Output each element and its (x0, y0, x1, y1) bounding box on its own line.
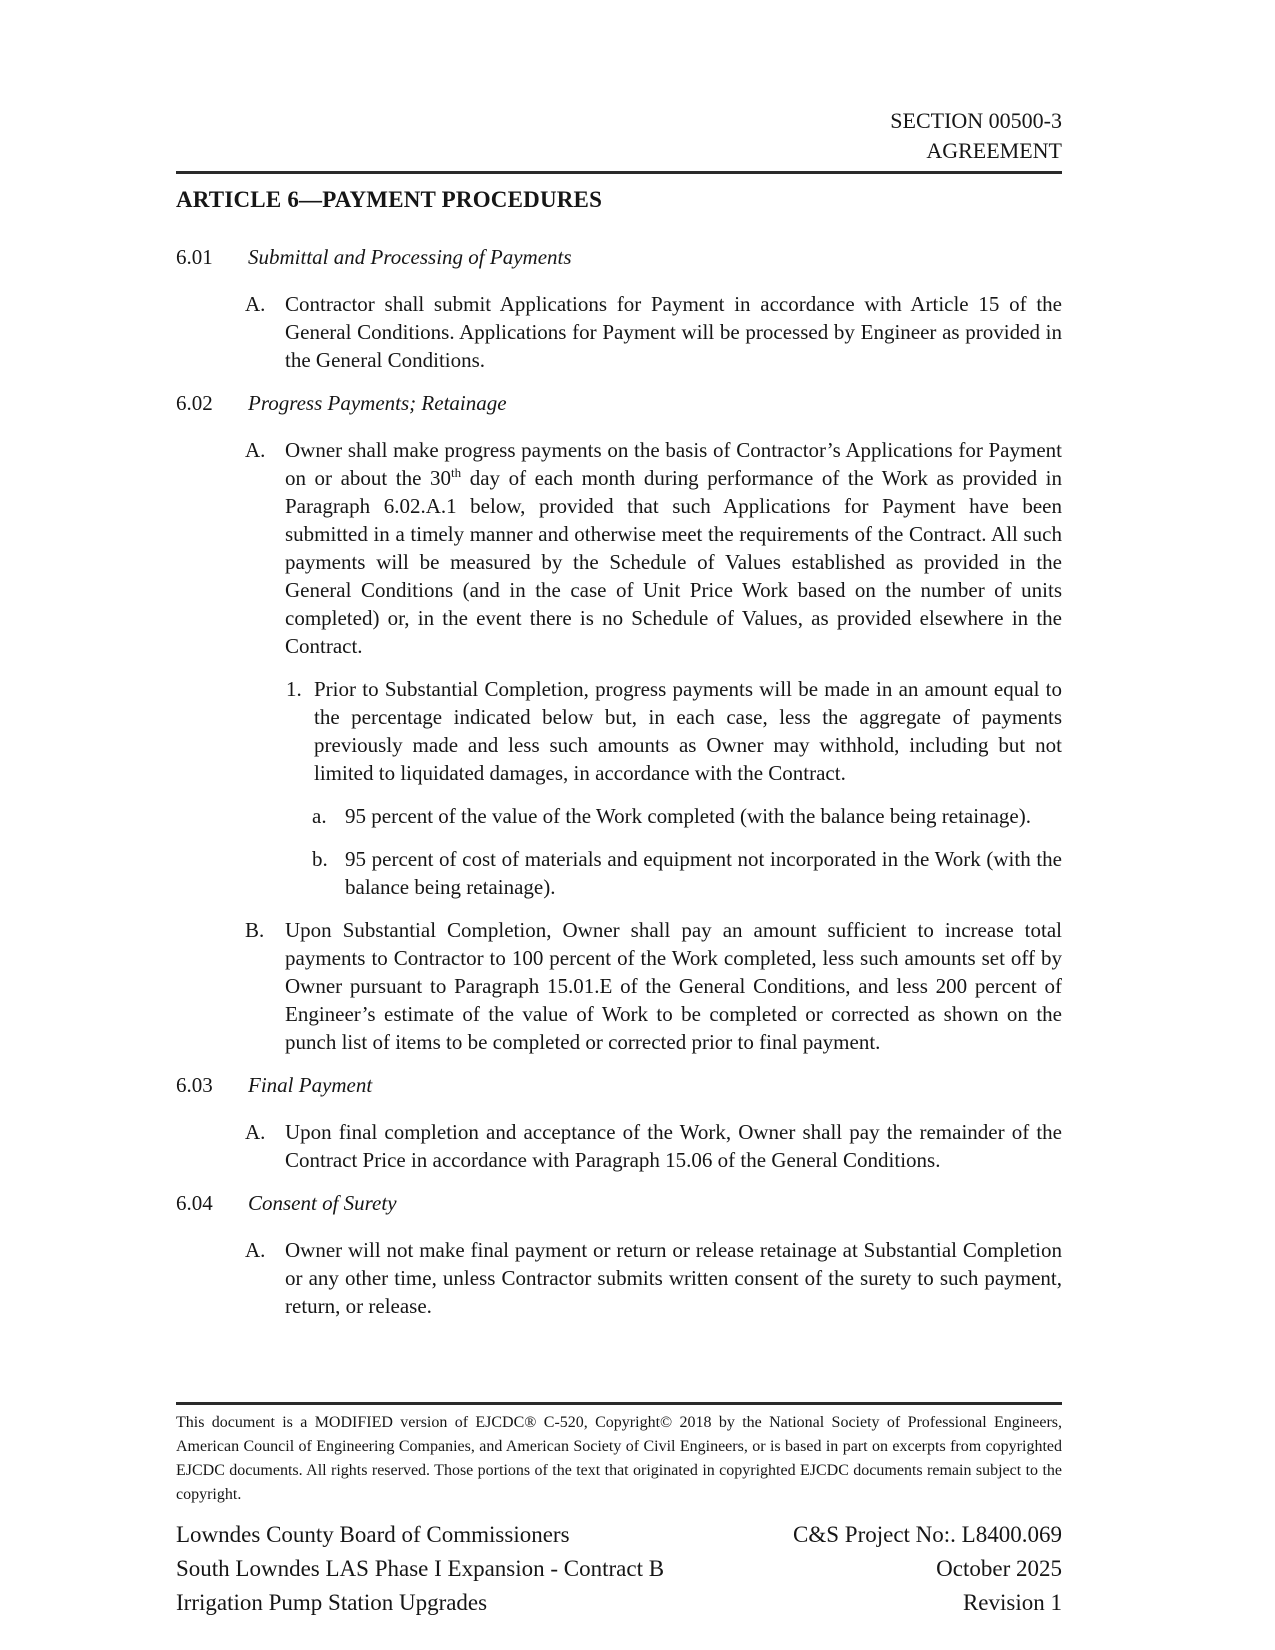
paragraph-text: 95 percent of the value of the Work completed (with the balance being retainage). (345, 804, 1031, 828)
footer-date: October 2025 (936, 1556, 1062, 1581)
section-number: 6.01 (176, 245, 213, 269)
footer-owner-name: Lowndes County Board of Commissioners (176, 1522, 570, 1547)
paragraph-text: 95 percent of cost of materials and equipment not incorporated in the Work (with the balance being retainage). (345, 847, 1062, 899)
paragraph-text: Upon Substantial Completion, Owner shall pay an amount sufficient to increase total payments to Contractor to 100 percent of the Work completed, less such amounts set off by Owner pursuant to Paragraph 15.01.E of the General Conditions, and less 200 percent of Engineer’s estimate of the value of Work to be completed or corrected as shown on the punch list of items to be completed or corrected prior to final payment. (285, 918, 1062, 1054)
paragraph-6-04-A (176, 1236, 1062, 1320)
section-title: Final Payment (248, 1073, 373, 1097)
section-number: 6.02 (176, 391, 213, 415)
header-section-number: SECTION 00500-3 (890, 108, 1062, 133)
footer-left-column (176, 1518, 664, 1620)
paragraph-marker: A. (245, 1238, 266, 1262)
header-divider (176, 171, 1062, 174)
paragraph-text: Prior to Substantial Completion, progress payments will be made in an amount equal to the percentage indicated below but, in each case, less the aggregate of payments previously made and less such amounts as Owner may withhold, including but not limited to liquidated damages, in accordance with the Contract. (314, 677, 1062, 785)
section-heading-6-03 (176, 1071, 1062, 1099)
paragraph-6-02-A-1-b (176, 845, 1062, 901)
copyright-notice: This document is a MODIFIED version of EJCDC® C-520, Copyright© 2018 by the National Society of Professional Engineers, American Council of Engineering Companies, and American Society of Civil Engineers, or is based in part on excerpts from copyrighted EJCDC documents. All rights reserved. Those portions of the text that originated in copyrighted EJCDC documents remain subject to the copyright. (176, 1414, 1062, 1503)
paragraph-6-02-A-1-a (176, 802, 1062, 830)
paragraph-marker: A. (245, 292, 266, 316)
paragraph-marker: b. (312, 847, 328, 871)
paragraph-text: Owner will not make final payment or return or release retainage at Substantial Completion or any other time, unless Contractor submits written consent of the surety to such payment, return, or release. (285, 1238, 1062, 1318)
paragraph-6-02-A (176, 436, 1062, 660)
paragraph-text (285, 436, 1062, 660)
section-number: 6.04 (176, 1191, 213, 1215)
paragraph-6-03-A (176, 1118, 1062, 1174)
paragraph-marker: A. (245, 1120, 266, 1144)
paragraph-text-part: Owner shall make progress payments on the basis of Contractor’s Applications for Payment on or about the 30 (285, 438, 1062, 490)
section-heading-6-02 (176, 389, 1062, 417)
section-heading-6-04 (176, 1189, 1062, 1217)
footer-project-subtitle: Irrigation Pump Station Upgrades (176, 1590, 488, 1615)
page-header (176, 106, 1062, 166)
ordinal-superscript: th (451, 465, 462, 480)
paragraph-6-02-B (176, 916, 1062, 1056)
section-title: Progress Payments; Retainage (248, 391, 507, 415)
paragraph-6-01-A (176, 290, 1062, 374)
section-title: Consent of Surety (248, 1191, 397, 1215)
article-title: ARTICLE 6—PAYMENT PROCEDURES (176, 187, 603, 212)
paragraph-text: Upon final completion and acceptance of the Work, Owner shall pay the remainder of the Contract Price in accordance with Paragraph 15.06 of the General Conditions. (285, 1120, 1062, 1172)
paragraph-marker: a. (312, 804, 327, 828)
section-title: Submittal and Processing of Payments (248, 245, 572, 269)
document-content (176, 106, 1062, 1335)
page-footer-block (176, 1402, 1062, 1620)
header-doc-type: AGREEMENT (926, 138, 1062, 163)
paragraph-6-02-A-1 (176, 675, 1062, 787)
paragraph-marker: 1. (286, 677, 302, 701)
footer-project-number: C&S Project No:. L8400.069 (793, 1522, 1062, 1547)
footer-revision: Revision 1 (962, 1590, 1062, 1615)
section-heading-6-01 (176, 243, 1062, 271)
section-number: 6.03 (176, 1073, 213, 1097)
footer-right-column (793, 1518, 1062, 1620)
paragraph-text: Contractor shall submit Applications for Payment in accordance with Article 15 of the General Conditions. Applications for Payment will be processed by Engineer as provided in the General Conditions. (285, 292, 1062, 372)
footer-divider (176, 1402, 1062, 1405)
paragraph-marker: A. (245, 438, 266, 462)
paragraph-text-part: day of each month during performance of the Work as provided in Paragraph 6.02.A.1 below, provided that such Applications for Payment have been submitted in a timely manner and otherwise meet the requirements of the Contract. All such payments will be measured by the Schedule of Values established as provided in the General Conditions (and in the case of Unit Price Work based on the number of units completed) or, in the event there is no Schedule of Values, as provided elsewhere in the Contract. (285, 466, 1062, 658)
paragraph-marker: B. (245, 918, 265, 942)
footer-project-name: South Lowndes LAS Phase I Expansion - Contract B (176, 1556, 665, 1581)
footer-columns (176, 1518, 1062, 1620)
